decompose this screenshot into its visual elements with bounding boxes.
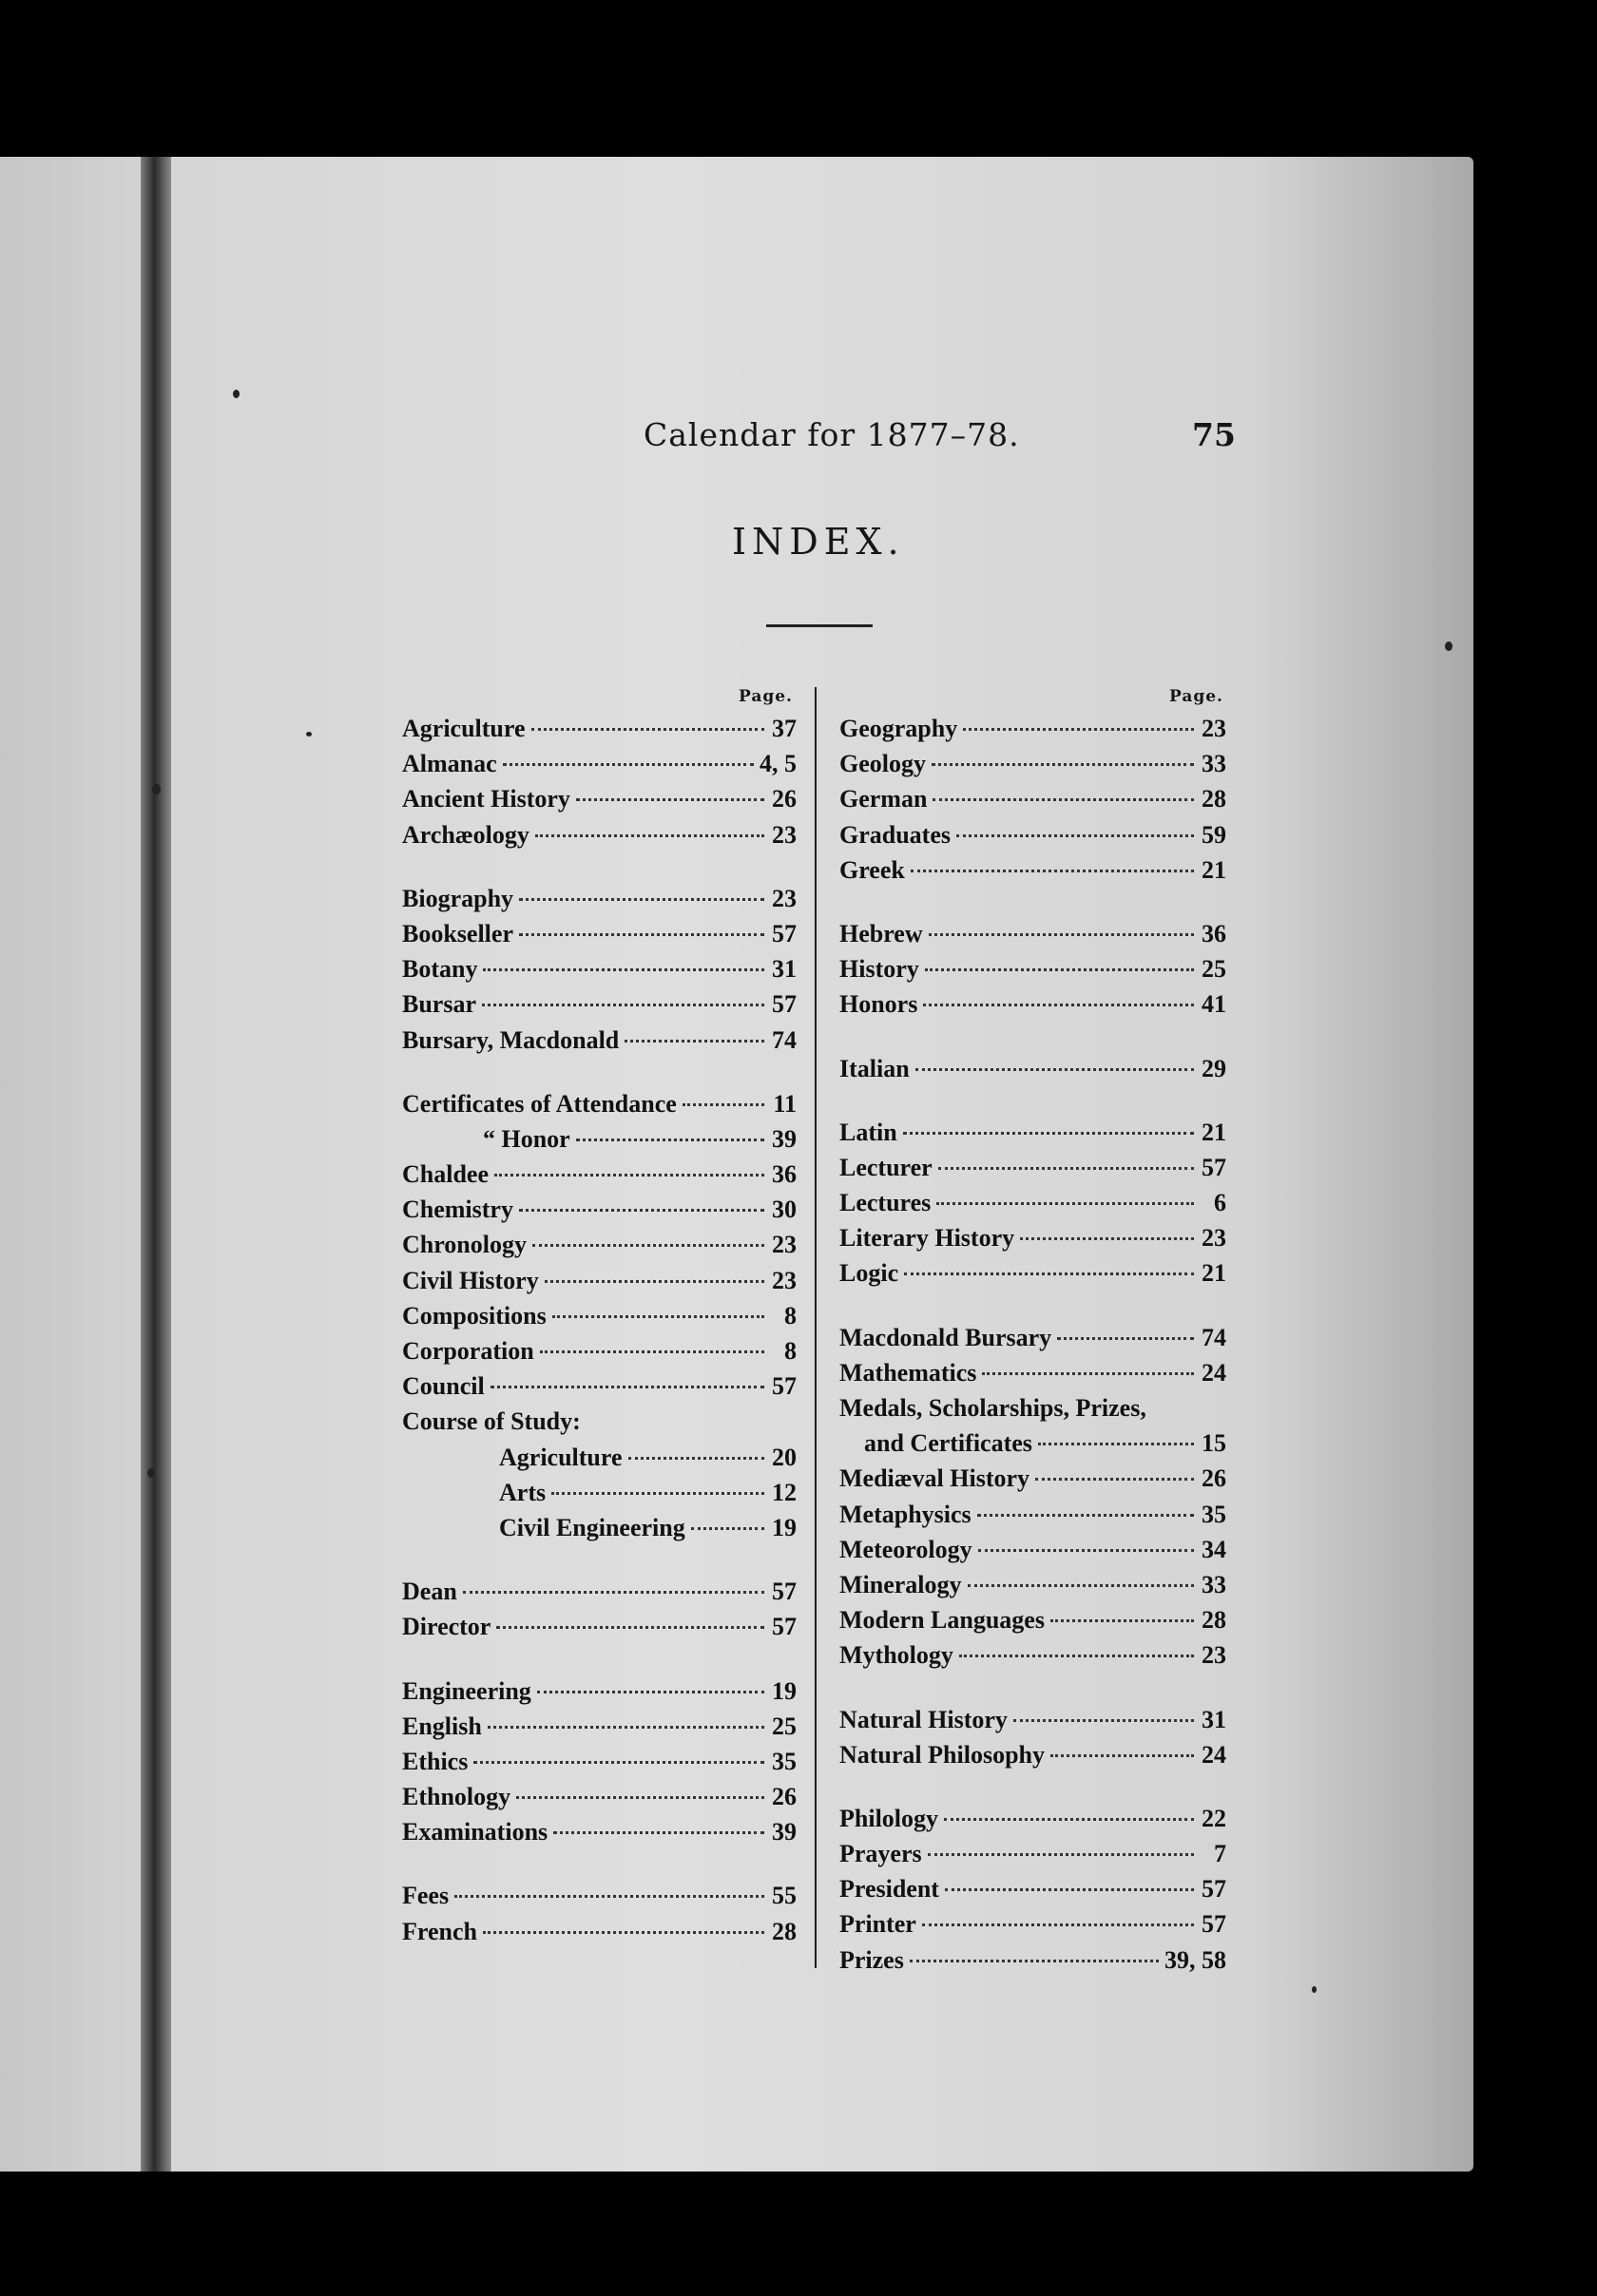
dot-leader (540, 1350, 764, 1353)
index-entry (839, 1571, 1226, 1606)
entry-page: 7 (1214, 1840, 1226, 1868)
entry-label: Arts (499, 1478, 547, 1506)
index-entry (402, 1090, 797, 1125)
entry-page: 57 (1202, 1910, 1226, 1939)
dot-leader (1038, 1443, 1194, 1445)
entry-label: Prayers (839, 1840, 922, 1868)
entry-page: 23 (1202, 715, 1226, 742)
entry-page: 23 (772, 1231, 797, 1259)
entry-page: 33 (1202, 1570, 1226, 1598)
dot-leader (925, 968, 1194, 971)
dot-leader (1013, 1719, 1194, 1722)
entry-label: German (839, 785, 928, 813)
entry-label: Italian (839, 1054, 910, 1082)
entry-label: Agriculture (402, 715, 526, 742)
entry-label: Bursary, Macdonald (402, 1025, 620, 1054)
entry-label: French (402, 1917, 477, 1945)
entry-page: 57 (1202, 1153, 1226, 1181)
entry-label: Honors (839, 990, 918, 1019)
entry-label: Geography (839, 715, 958, 742)
entry-label: Literary History (839, 1224, 1015, 1253)
dot-leader (1057, 1337, 1194, 1340)
entry-page: 31 (1202, 1705, 1226, 1733)
dot-leader (496, 1626, 764, 1629)
entry-label: Printer (839, 1910, 916, 1939)
entry-label: History (839, 955, 919, 984)
entry-page: 39 (772, 1124, 797, 1153)
left-page-label: Page. (739, 687, 793, 706)
entry-page: 28 (1202, 785, 1226, 813)
dot-leader (576, 1138, 764, 1141)
dot-leader (982, 1372, 1194, 1375)
dot-leader (576, 798, 764, 801)
entry-page: 24 (1202, 1740, 1226, 1769)
entry-label: Philology (839, 1804, 939, 1832)
entry-label: Mediæval History (839, 1464, 1030, 1493)
index-entry (402, 1677, 797, 1712)
index-column-right (839, 715, 1226, 1981)
index-entry (402, 1882, 797, 1917)
entry-page: 21 (1202, 1259, 1226, 1288)
entry-label: Prizes (839, 1945, 904, 1974)
index-entry (402, 1372, 797, 1407)
entry-page: 23 (1202, 1224, 1226, 1253)
entry-page: 8 (784, 1337, 797, 1365)
entry-label: Macdonald Bursary (839, 1323, 1052, 1351)
dot-leader (473, 1761, 764, 1764)
entry-page: 37 (772, 715, 797, 742)
entry-page: 57 (772, 1372, 797, 1401)
dot-leader (956, 834, 1194, 837)
index-entry (839, 1805, 1226, 1840)
entry-page: 29 (1202, 1054, 1226, 1082)
index-entry (402, 715, 797, 750)
index-entry (839, 856, 1226, 891)
dot-leader (519, 898, 764, 901)
index-entry (839, 1501, 1226, 1536)
dot-leader (545, 1280, 764, 1283)
index-entry (402, 1337, 797, 1372)
dot-leader (454, 1895, 764, 1898)
entry-page: 20 (772, 1443, 797, 1471)
index-entry (402, 1125, 797, 1160)
dot-leader (945, 1888, 1194, 1891)
entry-label: Compositions (402, 1301, 547, 1330)
dot-leader (933, 798, 1194, 801)
entry-page: 23 (772, 1266, 797, 1294)
dot-leader (938, 1167, 1194, 1170)
entry-page: 35 (772, 1747, 797, 1775)
entry-label: Lectures (839, 1189, 932, 1217)
dot-leader (1050, 1619, 1194, 1622)
entry-page: 57 (772, 1578, 797, 1606)
index-entry (402, 1748, 797, 1783)
index-entry (402, 1479, 797, 1514)
entry-label: Lecturer (839, 1153, 933, 1181)
entry-label: Agriculture (499, 1443, 623, 1471)
dot-leader (929, 933, 1194, 936)
entry-page: 31 (772, 955, 797, 984)
index-entry (402, 1196, 797, 1231)
index-entry (839, 1464, 1226, 1500)
entry-label: Council (402, 1372, 485, 1401)
index-entry (402, 920, 797, 955)
entry-label: Mathematics (839, 1358, 977, 1387)
dot-leader (932, 763, 1194, 766)
dot-leader (683, 1103, 764, 1106)
right-page-label: Page. (1169, 687, 1223, 706)
entry-page: 36 (772, 1160, 797, 1189)
entry-page: 4, 5 (760, 750, 797, 778)
dot-leader (903, 1132, 1194, 1135)
group-gap (402, 1062, 797, 1090)
index-entry (839, 1055, 1226, 1090)
dot-leader (1035, 1478, 1194, 1481)
index-entry (402, 1231, 797, 1266)
index-entry (402, 1578, 797, 1613)
entry-page: 22 (1202, 1804, 1226, 1832)
dot-leader (625, 1040, 764, 1043)
dot-leader (552, 1315, 764, 1318)
entry-label: Metaphysics (839, 1500, 972, 1528)
entry-page: 57 (772, 1613, 797, 1641)
group-gap (402, 1649, 797, 1677)
entry-page: 24 (1202, 1358, 1226, 1387)
entry-label: Natural Philosophy (839, 1740, 1045, 1769)
entry-page: 59 (1202, 820, 1226, 849)
entry-page: 21 (1202, 1118, 1226, 1146)
index-entry (402, 885, 797, 920)
index-entry (402, 1783, 797, 1818)
index-entry (402, 1302, 797, 1337)
entry-label: Almanac (402, 750, 497, 778)
entry-label: Ethics (402, 1747, 469, 1775)
entry-page: 55 (772, 1882, 797, 1910)
dot-leader (911, 870, 1194, 872)
dot-leader (978, 1549, 1194, 1552)
dot-leader (482, 1004, 764, 1006)
index-entry (839, 1429, 1226, 1464)
entry-label: Ethnology (402, 1783, 511, 1811)
dot-leader (553, 1831, 764, 1834)
entry-label: Graduates (839, 820, 951, 849)
entry-label: Dean (402, 1578, 457, 1606)
entry-page: 36 (1202, 919, 1226, 947)
index-heading: INDEX. (732, 521, 905, 563)
group-gap (839, 891, 1226, 920)
dot-leader (551, 1492, 764, 1495)
dot-leader (463, 1591, 764, 1594)
index-entry (402, 1818, 797, 1853)
index-entry (839, 1875, 1226, 1910)
index-entry (402, 990, 797, 1025)
dot-leader (519, 933, 764, 936)
entry-label: Civil History (402, 1266, 539, 1294)
dot-leader (488, 1726, 764, 1729)
dot-leader (628, 1457, 765, 1460)
entry-label: Botany (402, 955, 478, 984)
index-entry (839, 1189, 1226, 1224)
index-entry (839, 1741, 1226, 1776)
index-entry (839, 1706, 1226, 1741)
group-gap (839, 1026, 1226, 1055)
entry-page: 21 (1202, 855, 1226, 884)
index-entry (839, 1606, 1226, 1641)
entry-page: 23 (1202, 1641, 1226, 1670)
dot-leader (532, 1244, 764, 1247)
dot-leader (491, 1386, 764, 1388)
dot-leader (963, 728, 1194, 731)
entry-page: 15 (1202, 1429, 1226, 1458)
index-entry (839, 750, 1226, 785)
running-title: Calendar for 1877–78. (644, 416, 1020, 453)
index-entry (402, 1160, 797, 1196)
group-gap (839, 1776, 1226, 1805)
entry-page: 19 (772, 1676, 797, 1705)
dot-leader (944, 1818, 1194, 1821)
entry-page: 11 (773, 1089, 797, 1118)
heading-rule (766, 624, 873, 627)
dot-leader (968, 1584, 1194, 1587)
entry-label: Ancient History (402, 785, 570, 813)
entry-page: 57 (772, 919, 797, 947)
entry-label: Engineering (402, 1676, 531, 1705)
entry-label: Chaldee (402, 1160, 489, 1189)
entry-page: 23 (772, 820, 797, 849)
entry-label: Civil Engineering (499, 1513, 685, 1541)
running-header (0, 416, 1236, 464)
index-entry (839, 920, 1226, 955)
dot-leader (936, 1202, 1194, 1205)
entry-label: Geology (839, 750, 926, 778)
entry-label: Medals, Scholarships, Prizes, (839, 1394, 1146, 1422)
entry-label: Director (402, 1613, 491, 1641)
index-entry (839, 715, 1226, 750)
entry-label: Examinations (402, 1818, 548, 1846)
entry-label: and Certificates (864, 1429, 1032, 1458)
entry-page: 34 (1202, 1535, 1226, 1563)
entry-label: Meteorology (839, 1535, 972, 1563)
dot-leader (959, 1655, 1194, 1657)
entry-page: 35 (1202, 1500, 1226, 1528)
entry-page: 74 (772, 1025, 797, 1054)
entry-page: 28 (772, 1917, 797, 1945)
entry-page: 74 (1202, 1323, 1226, 1351)
index-entry (839, 821, 1226, 856)
entry-page: 57 (772, 990, 797, 1019)
entry-page: 12 (772, 1478, 797, 1506)
group-gap (402, 1853, 797, 1882)
index-entry (402, 821, 797, 856)
dot-leader (503, 763, 754, 766)
entry-page: 30 (772, 1196, 797, 1224)
index-entry (402, 750, 797, 785)
group-gap (839, 1295, 1226, 1324)
entry-label: Fees (402, 1882, 450, 1910)
dot-leader (904, 1272, 1194, 1275)
entry-label: President (839, 1875, 939, 1904)
index-entry (839, 1641, 1226, 1676)
column-divider (815, 687, 817, 1968)
index-entry (839, 1946, 1226, 1981)
entry-page: 39, 58 (1164, 1945, 1226, 1974)
group-gap (839, 1677, 1226, 1706)
index-entry (839, 1536, 1226, 1571)
entry-page: 6 (1214, 1189, 1226, 1217)
index-entry (839, 1224, 1226, 1259)
entry-label: Mythology (839, 1641, 953, 1670)
entry-page: 8 (784, 1301, 797, 1330)
entry-label: Chemistry (402, 1196, 513, 1224)
entry-label: Certificates of Attendance (402, 1089, 677, 1118)
index-entry (839, 1259, 1226, 1294)
entry-page: 25 (772, 1712, 797, 1740)
dot-leader (494, 1174, 764, 1177)
group-gap (839, 1090, 1226, 1119)
index-entry (402, 1267, 797, 1302)
index-entry (402, 1026, 797, 1062)
entry-label: Course of Study: (402, 1407, 581, 1436)
entry-label: Mineralogy (839, 1570, 962, 1598)
index-entry (402, 1407, 797, 1443)
index-entry (402, 1444, 797, 1479)
entry-page: 23 (772, 884, 797, 912)
entry-page: 19 (772, 1513, 797, 1541)
index-entry (402, 955, 797, 990)
entry-label: Natural History (839, 1705, 1008, 1733)
index-entry (839, 955, 1226, 990)
index-entry (839, 990, 1226, 1025)
entry-label: Latin (839, 1118, 897, 1146)
dot-leader (483, 968, 764, 971)
dot-leader (910, 1960, 1159, 1962)
index-column-left (402, 715, 797, 1953)
entry-page: 33 (1202, 750, 1226, 778)
dot-leader (691, 1527, 764, 1530)
entry-page: 39 (772, 1818, 797, 1846)
entry-label: Hebrew (839, 919, 923, 947)
entry-page: 41 (1202, 990, 1226, 1019)
entry-label: Biography (402, 884, 514, 912)
entry-label: “ Honor (483, 1124, 570, 1153)
dot-leader (923, 1004, 1194, 1006)
dot-leader (928, 1853, 1194, 1856)
dot-leader (531, 728, 765, 731)
dot-leader (1020, 1237, 1194, 1240)
dot-leader (922, 1923, 1194, 1926)
index-entry (402, 1712, 797, 1748)
index-entry (839, 1119, 1226, 1154)
index-entry (402, 1514, 797, 1549)
entry-page: 26 (772, 1783, 797, 1811)
dot-leader (977, 1514, 1194, 1517)
index-entry (839, 785, 1226, 820)
dot-leader (516, 1796, 764, 1799)
index-entry (839, 1840, 1226, 1875)
entry-label: Chronology (402, 1231, 527, 1259)
entry-page: 26 (772, 785, 797, 813)
dot-leader (519, 1209, 764, 1212)
group-gap (402, 1549, 797, 1578)
dot-leader (1050, 1754, 1194, 1757)
index-entry (839, 1154, 1226, 1189)
entry-label: Bursar (402, 990, 476, 1019)
entry-label: English (402, 1712, 482, 1740)
index-entry (839, 1324, 1226, 1359)
entry-page: 25 (1202, 955, 1226, 984)
dot-leader (483, 1931, 764, 1934)
page-number: 75 (1192, 416, 1236, 453)
index-entry (839, 1910, 1226, 1945)
entry-page: 26 (1202, 1464, 1226, 1493)
group-gap (402, 856, 797, 885)
index-entry (402, 1918, 797, 1953)
entry-label: Greek (839, 855, 905, 884)
entry-label: Archæology (402, 820, 529, 849)
entry-page: 57 (1202, 1875, 1226, 1904)
entry-label: Bookseller (402, 919, 513, 947)
dot-leader (915, 1068, 1194, 1071)
index-entry (839, 1359, 1226, 1394)
entry-page: 28 (1202, 1606, 1226, 1635)
dot-leader (535, 834, 764, 837)
entry-label: Modern Languages (839, 1606, 1045, 1635)
index-entry (402, 785, 797, 820)
index-entry (839, 1394, 1226, 1429)
dot-leader (537, 1691, 764, 1693)
entry-label: Logic (839, 1259, 899, 1288)
entry-label: Corporation (402, 1337, 534, 1365)
index-entry (402, 1613, 797, 1648)
